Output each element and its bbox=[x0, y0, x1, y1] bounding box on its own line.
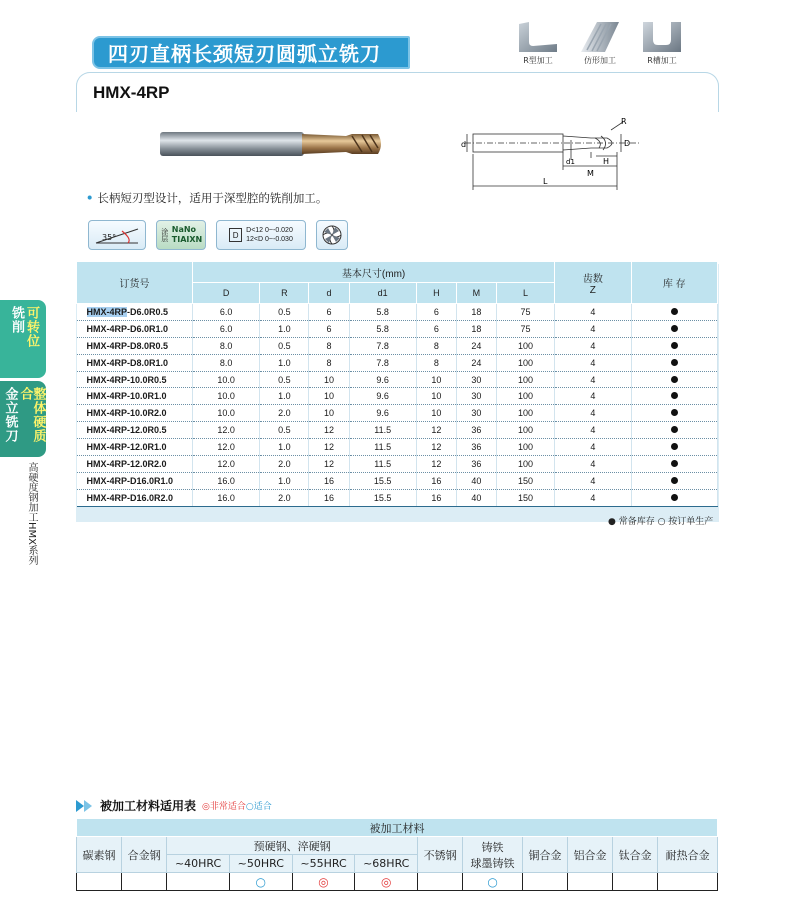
order-code: HMX-4RP-D16.0R2.0 bbox=[77, 489, 193, 506]
cell-D: 6.0 bbox=[193, 304, 260, 321]
r-profile-icon: R型加工 bbox=[516, 20, 560, 66]
rating-cell bbox=[77, 873, 122, 891]
cell-M: 40 bbox=[456, 472, 496, 489]
rating-cell bbox=[418, 873, 463, 891]
stock-cell bbox=[631, 371, 718, 388]
material-group: 合金钢 bbox=[122, 837, 167, 873]
spec-table bbox=[76, 261, 718, 507]
cell-d: 6 bbox=[309, 320, 349, 337]
cell-H: 8 bbox=[416, 337, 456, 354]
cell-R: 0.5 bbox=[260, 422, 309, 439]
cell-d: 12 bbox=[309, 439, 349, 456]
cell-d1: 9.6 bbox=[349, 388, 416, 405]
order-code: HMX-4RP-12.0R1.0 bbox=[77, 439, 193, 456]
cell-R: 1.0 bbox=[260, 388, 309, 405]
cell-R: 0.5 bbox=[260, 304, 309, 321]
hardness-range: ~50HRC bbox=[229, 855, 292, 873]
cell-H: 10 bbox=[416, 405, 456, 422]
drawing-label-H: H bbox=[603, 157, 610, 166]
cell-D: 6.0 bbox=[193, 320, 260, 337]
cell-Z: 4 bbox=[555, 320, 631, 337]
order-code: HMX-4RP-D6.0R1.0 bbox=[77, 320, 193, 337]
cell-d: 12 bbox=[309, 456, 349, 473]
header-teeth: 齿数 Z bbox=[555, 262, 631, 304]
side-tab-solid-carbide[interactable] bbox=[0, 381, 46, 457]
stock-cell bbox=[631, 489, 718, 506]
table-row bbox=[77, 439, 718, 456]
material-group: 铝合金 bbox=[568, 837, 613, 873]
stock-cell bbox=[631, 304, 718, 321]
drawing-label-M: M bbox=[587, 169, 594, 178]
hardness-range: ~55HRC bbox=[292, 855, 355, 873]
side-tab-label: 整体硬质合 bbox=[17, 387, 46, 443]
cell-d: 12 bbox=[309, 422, 349, 439]
order-code: HMX-4RP-D6.0R0.5 bbox=[77, 304, 193, 321]
table-row bbox=[77, 456, 718, 473]
table-row bbox=[77, 422, 718, 439]
header-dimensions: 基本尺寸(mm) bbox=[193, 262, 555, 283]
hardness-range: ~40HRC bbox=[167, 855, 230, 873]
cell-M: 36 bbox=[456, 422, 496, 439]
cell-H: 8 bbox=[416, 354, 456, 371]
cell-M: 30 bbox=[456, 405, 496, 422]
header-col-d1: d1 bbox=[349, 283, 416, 304]
side-tab-indexable-milling[interactable] bbox=[0, 300, 46, 378]
stock-cell bbox=[631, 337, 718, 354]
rating-cell bbox=[122, 873, 167, 891]
rating-cell: ◎ bbox=[355, 873, 418, 891]
cell-M: 24 bbox=[456, 354, 496, 371]
cell-d1: 5.8 bbox=[349, 304, 416, 321]
cell-R: 1.0 bbox=[260, 320, 309, 337]
cell-D: 10.0 bbox=[193, 388, 260, 405]
coating-line-1: NaNo bbox=[171, 225, 197, 234]
stock-cell bbox=[631, 456, 718, 473]
machining-type-icons bbox=[516, 20, 684, 66]
header-order-code: 订货号 bbox=[77, 262, 193, 304]
cell-L: 100 bbox=[496, 405, 554, 422]
side-tab-label: 可转位 bbox=[24, 306, 39, 348]
stock-cell bbox=[631, 439, 718, 456]
cell-Z: 4 bbox=[555, 405, 631, 422]
table-row bbox=[77, 472, 718, 489]
stock-cell bbox=[631, 405, 718, 422]
order-code: HMX-4RP-D8.0R0.5 bbox=[77, 337, 193, 354]
drawing-label-r: R bbox=[621, 117, 627, 126]
tolerance-symbol: D bbox=[229, 228, 242, 242]
product-code: HMX-4RP bbox=[93, 83, 170, 102]
table-row bbox=[77, 489, 718, 506]
cell-d1: 9.6 bbox=[349, 405, 416, 422]
in-stock-dot bbox=[671, 477, 678, 484]
header-col-d: d bbox=[309, 283, 349, 304]
cell-L: 75 bbox=[496, 320, 554, 337]
material-group: 钛合金 bbox=[613, 837, 658, 873]
rating-cell bbox=[522, 873, 567, 891]
cell-d1: 11.5 bbox=[349, 422, 416, 439]
cell-H: 16 bbox=[416, 472, 456, 489]
table-row bbox=[77, 388, 718, 405]
rating-cell bbox=[658, 873, 718, 891]
stock-cell bbox=[631, 320, 718, 337]
helix-angle-label: 35° bbox=[102, 233, 117, 242]
cell-D: 12.0 bbox=[193, 456, 260, 473]
order-code: HMX-4RP-10.0R1.0 bbox=[77, 388, 193, 405]
dimension-drawing bbox=[461, 112, 651, 192]
cell-Z: 4 bbox=[555, 354, 631, 371]
cell-H: 16 bbox=[416, 489, 456, 506]
cell-D: 12.0 bbox=[193, 439, 260, 456]
rating-cell bbox=[568, 873, 613, 891]
cell-d1: 15.5 bbox=[349, 489, 416, 506]
coating-badge bbox=[156, 220, 206, 250]
rating-cell bbox=[167, 873, 230, 891]
cell-Z: 4 bbox=[555, 489, 631, 506]
cell-D: 10.0 bbox=[193, 371, 260, 388]
cell-M: 30 bbox=[456, 388, 496, 405]
cell-Z: 4 bbox=[555, 456, 631, 473]
drawing-label-D: D bbox=[624, 139, 631, 148]
cell-L: 100 bbox=[496, 456, 554, 473]
copy-milling-icon: 仿形加工 bbox=[578, 20, 622, 66]
in-stock-dot bbox=[671, 409, 678, 416]
cell-D: 8.0 bbox=[193, 354, 260, 371]
cell-H: 12 bbox=[416, 422, 456, 439]
cell-L: 100 bbox=[496, 439, 554, 456]
table-row bbox=[77, 337, 718, 354]
materials-table bbox=[76, 818, 718, 891]
side-tab-label: 铣削 bbox=[9, 306, 24, 334]
cell-Z: 4 bbox=[555, 388, 631, 405]
material-group: 铜合金 bbox=[522, 837, 567, 873]
stock-cell bbox=[631, 472, 718, 489]
order-code: HMX-4RP-D16.0R1.0 bbox=[77, 472, 193, 489]
drawing-label-L: L bbox=[543, 177, 548, 186]
cell-M: 24 bbox=[456, 337, 496, 354]
in-stock-dot bbox=[671, 308, 678, 315]
in-stock-dot bbox=[671, 494, 678, 501]
materials-caption: 被加工材料 bbox=[77, 819, 718, 837]
in-stock-dot bbox=[671, 359, 678, 366]
in-stock-dot bbox=[671, 460, 678, 467]
cell-d1: 7.8 bbox=[349, 337, 416, 354]
rating-cell: ○ bbox=[463, 873, 523, 891]
cell-L: 100 bbox=[496, 422, 554, 439]
cell-R: 1.0 bbox=[260, 472, 309, 489]
header-col-L: L bbox=[496, 283, 554, 304]
cell-d1: 9.6 bbox=[349, 371, 416, 388]
table-row bbox=[77, 371, 718, 388]
cell-R: 2.0 bbox=[260, 456, 309, 473]
cell-d: 10 bbox=[309, 388, 349, 405]
in-stock-dot bbox=[671, 376, 678, 383]
cell-Z: 4 bbox=[555, 304, 631, 321]
cell-Z: 4 bbox=[555, 422, 631, 439]
feature-badges bbox=[88, 220, 348, 250]
material-group: 碳素钢 bbox=[77, 837, 122, 873]
cell-D: 10.0 bbox=[193, 405, 260, 422]
in-stock-dot bbox=[671, 325, 678, 332]
cell-H: 6 bbox=[416, 320, 456, 337]
cell-M: 18 bbox=[456, 304, 496, 321]
cell-d1: 7.8 bbox=[349, 354, 416, 371]
cell-R: 1.0 bbox=[260, 439, 309, 456]
cell-R: 2.0 bbox=[260, 489, 309, 506]
order-code: HMX-4RP-10.0R2.0 bbox=[77, 405, 193, 422]
stock-cell bbox=[631, 388, 718, 405]
rating-cell: ◎ bbox=[292, 873, 355, 891]
cell-H: 6 bbox=[416, 304, 456, 321]
hardness-range: ~68HRC bbox=[355, 855, 418, 873]
legend-double: ◎非常适合 bbox=[202, 802, 246, 812]
coating-line-2: TIAIXN bbox=[171, 235, 203, 244]
cell-L: 150 bbox=[496, 489, 554, 506]
table-row bbox=[77, 304, 718, 321]
cell-d1: 15.5 bbox=[349, 472, 416, 489]
tolerance-badge bbox=[216, 220, 306, 250]
coating-side-label: 涂层 bbox=[160, 228, 169, 242]
cell-H: 10 bbox=[416, 388, 456, 405]
page-title: 四刃直柄长颈短刃圆弧立铣刀 bbox=[92, 36, 410, 69]
cell-D: 16.0 bbox=[193, 489, 260, 506]
cell-R: 2.0 bbox=[260, 405, 309, 422]
cell-d: 8 bbox=[309, 337, 349, 354]
cell-R: 0.5 bbox=[260, 371, 309, 388]
in-stock-dot bbox=[671, 443, 678, 450]
in-stock-dot bbox=[671, 426, 678, 433]
header-col-R: R bbox=[260, 283, 309, 304]
cell-M: 18 bbox=[456, 320, 496, 337]
cell-d1: 11.5 bbox=[349, 456, 416, 473]
end-mill-photo bbox=[156, 128, 386, 160]
stock-cell bbox=[631, 422, 718, 439]
table-row bbox=[77, 320, 718, 337]
cell-d: 16 bbox=[309, 472, 349, 489]
rating-cell: ○ bbox=[229, 873, 292, 891]
material-group: 预硬钢、淬硬钢 bbox=[167, 837, 418, 855]
cell-Z: 4 bbox=[555, 337, 631, 354]
r-slot-icon: R槽加工 bbox=[640, 20, 684, 66]
cell-M: 30 bbox=[456, 371, 496, 388]
cell-D: 12.0 bbox=[193, 422, 260, 439]
cell-M: 40 bbox=[456, 489, 496, 506]
cell-d: 6 bbox=[309, 304, 349, 321]
cell-H: 12 bbox=[416, 456, 456, 473]
cell-d1: 11.5 bbox=[349, 439, 416, 456]
cell-D: 16.0 bbox=[193, 472, 260, 489]
cell-L: 75 bbox=[496, 304, 554, 321]
tolerance-line-2: 12<D 0~-0.030 bbox=[246, 236, 293, 243]
stock-cell bbox=[631, 354, 718, 371]
in-stock-dot bbox=[671, 342, 678, 349]
side-tab-label: 金立铣刀 bbox=[2, 387, 18, 443]
cell-Z: 4 bbox=[555, 371, 631, 388]
legend-single: ○适合 bbox=[245, 802, 272, 812]
table-row bbox=[77, 354, 718, 371]
product-header bbox=[76, 72, 719, 112]
tolerance-line-1: D<12 0~-0.020 bbox=[246, 227, 293, 234]
order-code: HMX-4RP-10.0R0.5 bbox=[77, 371, 193, 388]
drawing-label-d: d bbox=[461, 140, 467, 149]
header-col-H: H bbox=[416, 283, 456, 304]
cell-d1: 5.8 bbox=[349, 320, 416, 337]
cell-L: 100 bbox=[496, 354, 554, 371]
order-code: HMX-4RP-D8.0R1.0 bbox=[77, 354, 193, 371]
cell-d: 8 bbox=[309, 354, 349, 371]
helix-angle-badge bbox=[88, 220, 146, 250]
cell-R: 1.0 bbox=[260, 354, 309, 371]
cell-L: 100 bbox=[496, 388, 554, 405]
cell-D: 8.0 bbox=[193, 337, 260, 354]
cell-R: 0.5 bbox=[260, 337, 309, 354]
cell-H: 10 bbox=[416, 371, 456, 388]
arrow-icon bbox=[76, 800, 94, 812]
material-group: 耐热合金 bbox=[658, 837, 718, 873]
material-group: 铸铁 球墨铸铁 bbox=[463, 837, 523, 873]
materials-section-title: 被加工材料适用表 ◎非常适合○适合 bbox=[76, 797, 272, 814]
header-col-M: M bbox=[456, 283, 496, 304]
header-col-D: D bbox=[193, 283, 260, 304]
rating-cell bbox=[613, 873, 658, 891]
in-stock-dot bbox=[671, 392, 678, 399]
four-flute-icon bbox=[316, 220, 348, 250]
feature-text: • 长柄短刃型设计，适用于深型腔的铣削加工。 bbox=[86, 191, 328, 205]
order-code: HMX-4RP-12.0R2.0 bbox=[77, 456, 193, 473]
drawing-label-d1: d1 bbox=[566, 158, 575, 166]
cell-d: 10 bbox=[309, 371, 349, 388]
cell-M: 36 bbox=[456, 439, 496, 456]
order-code: HMX-4RP-12.0R0.5 bbox=[77, 422, 193, 439]
cell-H: 12 bbox=[416, 439, 456, 456]
cell-Z: 4 bbox=[555, 439, 631, 456]
header-stock: 库 存 bbox=[631, 262, 718, 304]
cell-L: 150 bbox=[496, 472, 554, 489]
cell-M: 36 bbox=[456, 456, 496, 473]
table-row bbox=[77, 405, 718, 422]
material-group: 不锈钢 bbox=[418, 837, 463, 873]
series-label: 高硬度钢加工HMX系列 bbox=[26, 462, 37, 565]
cell-L: 100 bbox=[496, 371, 554, 388]
cell-d: 16 bbox=[309, 489, 349, 506]
cell-d: 10 bbox=[309, 405, 349, 422]
cell-L: 100 bbox=[496, 337, 554, 354]
stock-legend: ● 常备库存 ○ 按订单生产 bbox=[608, 517, 714, 527]
cell-Z: 4 bbox=[555, 472, 631, 489]
